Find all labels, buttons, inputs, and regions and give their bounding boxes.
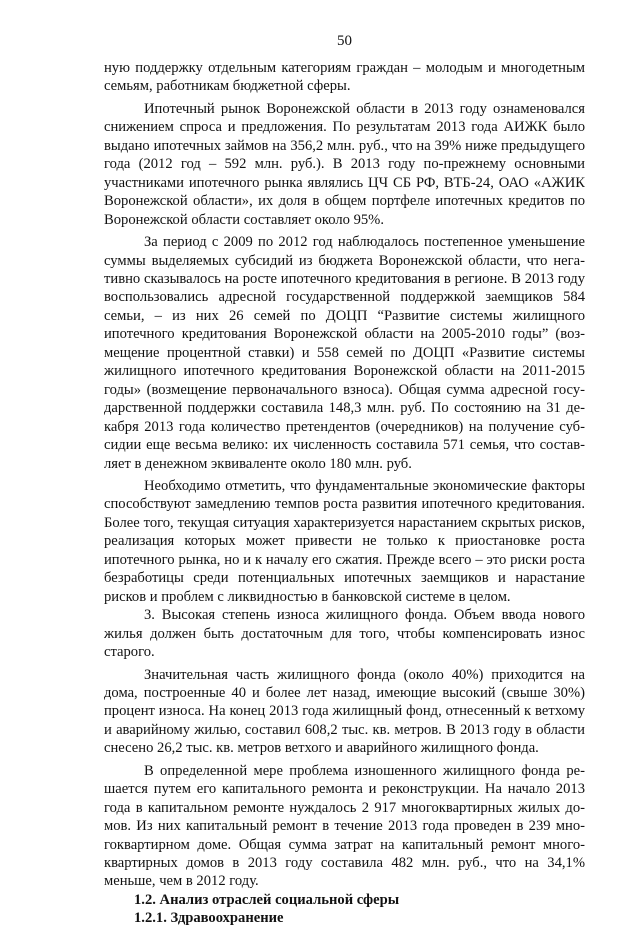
paragraph-mortgage-market: Ипотечный рынок Воронежской области в 2013 году ознаменовался снижением спроса и предложения. По результатам 2013 года АИЖК было выдано ипотечных займов на 356,2 млн. руб., что на 39% ниже предыдущего года (2012 год – 592 млн. руб.). В 2013 году по-прежнему основными участниками ипотечного рынка являлись ЦЧ СБ РФ, ВТБ-24, ОАО «АЖИК Воронежской области», их доля в общем портфеле ипотечных кредитов по Воронежской области составляет около 95%. <box>104 100 585 228</box>
paragraph-capital-repair: В определенной мере проблема изношенного жилищного фонда решается путем его капитального ремонта и реконструкции. На начало 2013 года в капитальном ремонте нуждалось 2 917 многоквартирных жилых домов. Из них капитальный ремонт в течение 2013 года проведен в 239 многоквартирном доме. Общая сумма затрат на капитальный ремонт многоквартирных домов в 2013 году составила 482 млн. руб., что на 34,1% меньше, чем в 2012 году. <box>104 762 585 890</box>
paragraph-housing-wear: 3. Высокая степень износа жилищного фонда. Объем ввода нового жилья должен быть достаточным для того, чтобы компенсировать износ старого. <box>104 607 585 661</box>
section-heading: 1.2. Анализ отраслей социальной сферы <box>134 891 400 908</box>
paragraph-subsidies: За период с 2009 по 2012 год наблюдалось постепенное уменьшение суммы выделяемых субсидий из бюджета Воронежской области, что негативно сказывалось на росте ипотечного кредитования в регионе. В 2013 году воспользовались адресной государственной поддержкой заемщиков 584 семьи, – из них 26 семей по ДОЦП “Развитие системы жилищного ипотечного кредитования Воронежской области на 2005-2010 годы” (возмещение процентной ставки) и 558 семей по ДОЦП «Развитие системы жилищного ипотечного кредитования Воронежской области на 2011-2015 годы» (возмещение первоначального взноса). Общая сумма адресной государственной поддержки составила 148,3 млн. руб. По состоянию на 31 декабря 2013 года количество претендентов (очередников) на получение субсидии еще весьма велико: их численность составила 571 семья, что составляет в денежном эквиваленте около 180 млн. руб. <box>104 234 585 472</box>
paragraph-risk-factors: Необходимо отметить, что фундаментальные экономические факторы способствуют замедлению темпов роста развития ипотечного кредитования. Более того, текущая ситуация характеризуется нарастанием скрытых рисков, реализация которых может привести не только к приостановке роста ипотечного рынка, но и к началу его сжатия. Прежде всего – это риски роста безработицы среди потенциальных ипотечных заемщиков и нарастание рисков и проблем с ликвидностью в банковской системе в целом. <box>104 477 585 605</box>
subsection-heading: 1.2.1. Здравоохранение <box>134 910 284 927</box>
paragraph-continued: ную поддержку отдельным категориям граждан – молодым и многодетным семьям, работникам бюджетной сферы. <box>104 60 585 95</box>
page-number: 50 <box>337 33 352 49</box>
paragraph-housing-stock: Значительная часть жилищного фонда (около 40%) приходится на дома, построенные 40 и более лет назад, имеющие высокий (свыше 30%) процент износа. На конец 2013 года жилищный фонд, отнесенный к ветхому и аварийному жилью, составил 608,2 тыс. кв. метров. В 2013 году в области снесено 26,2 тыс. кв. метров ветхого и аварийного жилищного фонда. <box>104 666 585 757</box>
